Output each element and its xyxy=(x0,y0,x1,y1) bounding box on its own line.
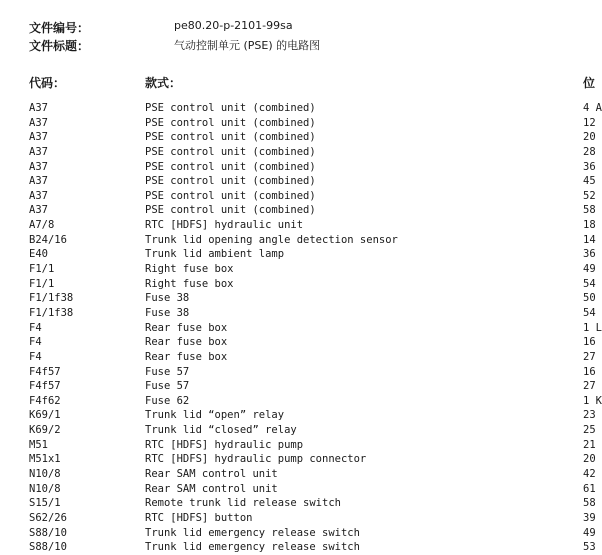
table-row xyxy=(0,160,600,175)
table-row xyxy=(0,365,600,380)
row-desc: Trunk lid opening angle detection sensor xyxy=(145,233,398,246)
row-desc: PSE control unit (combined) xyxy=(145,102,316,114)
row-desc: Fuse 57 xyxy=(145,380,190,393)
row-code: K69/2 xyxy=(29,424,61,437)
table-row xyxy=(0,540,600,555)
row-desc: Trunk lid “open” relay xyxy=(145,409,285,422)
table-row xyxy=(0,233,600,248)
row-pos: 23 xyxy=(583,409,596,422)
row-code: F1/1f38 xyxy=(29,306,74,319)
row-pos: 27 xyxy=(583,350,596,363)
row-pos: 42 xyxy=(583,468,596,481)
table-row xyxy=(0,379,600,394)
row-code: A37 xyxy=(29,131,48,144)
table-row xyxy=(0,350,600,365)
table-row xyxy=(0,247,600,262)
table-row xyxy=(0,452,600,467)
table-row xyxy=(0,423,600,438)
row-pos: 61 xyxy=(583,482,596,495)
row-desc: Remote trunk lid release switch xyxy=(145,497,341,510)
row-pos: 14 xyxy=(583,233,596,246)
row-desc: PSE control unit (combined) xyxy=(145,175,316,188)
row-desc: Rear fuse box xyxy=(145,336,228,349)
row-code: A37 xyxy=(29,102,48,114)
row-code: F1/1 xyxy=(29,277,55,290)
header-desc: 款式： xyxy=(145,76,182,90)
table-row xyxy=(0,526,600,541)
header-code: 代码： xyxy=(29,76,66,90)
row-pos: 25 xyxy=(583,424,596,437)
table-row xyxy=(0,394,600,409)
row-pos: 36 xyxy=(583,248,596,261)
row-desc: Right fuse box xyxy=(145,263,234,276)
row-desc: Fuse 57 xyxy=(145,365,190,378)
row-desc: Fuse 38 xyxy=(145,306,190,319)
row-code: F4f57 xyxy=(29,380,61,393)
row-pos: 12 xyxy=(583,116,596,129)
row-code: S88/10 xyxy=(29,541,67,554)
row-pos: 1 L xyxy=(583,321,602,334)
row-code: N10/8 xyxy=(29,482,61,495)
row-code: K69/1 xyxy=(29,409,61,422)
row-desc: Trunk lid ambient lamp xyxy=(145,248,285,261)
row-desc: Fuse 62 xyxy=(145,394,190,407)
row-code: N10/8 xyxy=(29,468,61,481)
row-code: S88/10 xyxy=(29,526,67,539)
row-pos: 21 xyxy=(583,438,596,451)
row-pos: 58 xyxy=(583,497,596,510)
row-desc: RTC [HDFS] hydraulic pump xyxy=(145,438,304,451)
row-desc: Rear SAM control unit xyxy=(145,482,278,495)
row-pos: 20 xyxy=(583,131,596,144)
table-row xyxy=(0,262,600,277)
table-row xyxy=(0,408,600,423)
row-pos: 39 xyxy=(583,511,596,524)
table-row xyxy=(0,189,600,204)
table-row xyxy=(0,321,600,336)
row-desc: PSE control unit (combined) xyxy=(145,204,316,217)
row-pos: 36 xyxy=(583,160,596,173)
table-row xyxy=(0,101,600,116)
table-row xyxy=(0,130,600,145)
table-row xyxy=(0,467,600,482)
row-desc: Fuse 38 xyxy=(145,292,190,305)
row-pos: 53 xyxy=(583,541,596,554)
row-desc: Rear fuse box xyxy=(145,350,228,363)
row-desc: PSE control unit (combined) xyxy=(145,145,316,158)
doc-number-label: 文件编号： xyxy=(29,21,90,35)
table-row xyxy=(0,335,600,350)
table-row xyxy=(0,203,600,218)
row-code: A7/8 xyxy=(29,219,55,232)
table-row xyxy=(0,482,600,497)
row-pos: 50 xyxy=(583,292,596,305)
row-desc: PSE control unit (combined) xyxy=(145,189,316,202)
row-desc: RTC [HDFS] hydraulic pump connector xyxy=(145,453,367,466)
row-code: F1/1f38 xyxy=(29,292,74,305)
row-desc: Trunk lid emergency release switch xyxy=(145,526,360,539)
row-code: A37 xyxy=(29,116,48,129)
table-row xyxy=(0,306,600,321)
row-code: S62/26 xyxy=(29,511,67,524)
component-table xyxy=(0,101,600,555)
row-code: S15/1 xyxy=(29,497,61,510)
row-desc: PSE control unit (combined) xyxy=(145,131,316,144)
table-row xyxy=(0,116,600,131)
row-pos: 58 xyxy=(583,204,596,217)
row-pos: 16 xyxy=(583,365,596,378)
row-desc: Rear SAM control unit xyxy=(145,468,278,481)
table-row xyxy=(0,438,600,453)
row-desc: RTC [HDFS] hydraulic unit xyxy=(145,219,304,232)
table-row xyxy=(0,496,600,511)
row-pos: 54 xyxy=(583,277,596,290)
row-pos: 45 xyxy=(583,175,596,188)
doc-title-value: 气动控制单元 (PSE) 的电路图 xyxy=(174,39,321,52)
row-desc: RTC [HDFS] button xyxy=(145,511,253,524)
row-code: A37 xyxy=(29,204,48,217)
row-pos: 54 xyxy=(583,306,596,319)
table-row xyxy=(0,218,600,233)
row-pos: 1 K xyxy=(583,394,602,407)
row-code: F1/1 xyxy=(29,263,55,276)
table-row xyxy=(0,277,600,292)
row-desc: PSE control unit (combined) xyxy=(145,160,316,173)
doc-number-value: pe80.20-p-2101-99sa xyxy=(174,19,293,32)
row-pos: 49 xyxy=(583,526,596,539)
row-pos: 49 xyxy=(583,263,596,276)
table-row xyxy=(0,291,600,306)
row-desc: PSE control unit (combined) xyxy=(145,116,316,129)
row-code: A37 xyxy=(29,175,48,188)
table-row xyxy=(0,511,600,526)
row-code: E40 xyxy=(29,248,48,261)
row-pos: 18 xyxy=(583,219,596,232)
row-pos: 16 xyxy=(583,336,596,349)
row-code: F4f57 xyxy=(29,365,61,378)
row-pos: 20 xyxy=(583,453,596,466)
row-desc: Trunk lid “closed” relay xyxy=(145,424,297,437)
table-row xyxy=(0,145,600,160)
row-code: B24/16 xyxy=(29,233,67,246)
header-pos: 位 xyxy=(583,76,596,90)
row-desc: Right fuse box xyxy=(145,277,234,290)
row-code: F4 xyxy=(29,350,42,363)
row-pos: 28 xyxy=(583,145,596,158)
row-code: M51 xyxy=(29,438,48,451)
row-pos: 52 xyxy=(583,189,596,202)
row-code: F4f62 xyxy=(29,394,61,407)
row-desc: Trunk lid emergency release switch xyxy=(145,541,360,554)
row-desc: Rear fuse box xyxy=(145,321,228,334)
row-code: M51x1 xyxy=(29,453,61,466)
doc-title-label: 文件标题： xyxy=(29,39,90,53)
row-pos: 4 A xyxy=(583,102,602,114)
row-code: F4 xyxy=(29,336,42,349)
row-code: A37 xyxy=(29,189,48,202)
row-code: F4 xyxy=(29,321,42,334)
row-code: A37 xyxy=(29,145,48,158)
row-code: A37 xyxy=(29,160,48,173)
row-pos: 27 xyxy=(583,380,596,393)
table-row xyxy=(0,174,600,189)
